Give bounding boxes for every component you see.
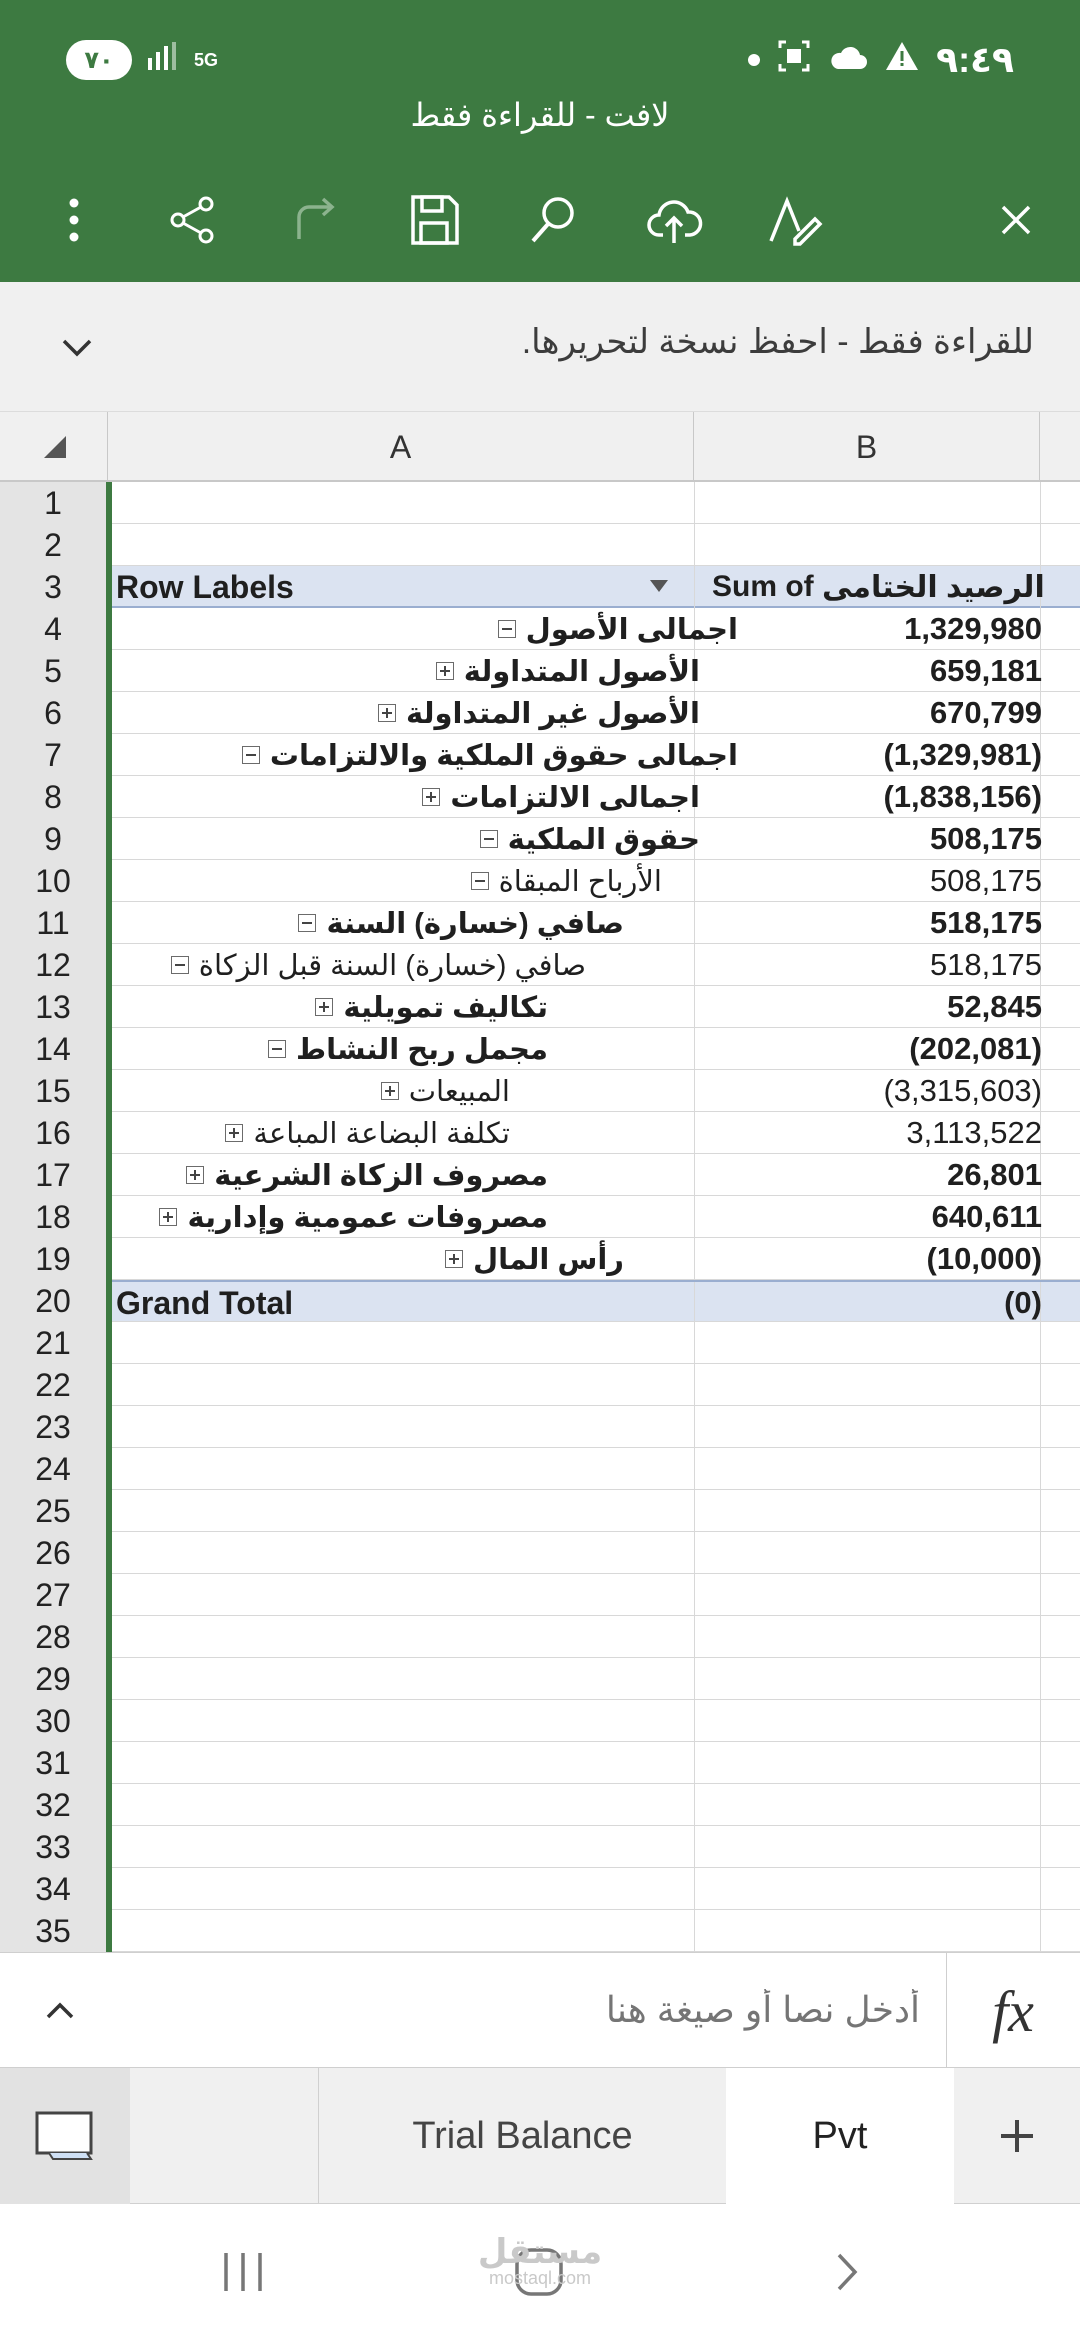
row-header[interactable]: 8 [44, 778, 62, 815]
toolbar [0, 180, 1080, 260]
select-all-icon [44, 436, 66, 458]
pivot-row-text: اجمالى الأصول [525, 613, 738, 646]
document-title: لافت - للقراءة فقط [410, 97, 670, 133]
row-header[interactable]: 4 [44, 610, 62, 647]
pivot-row [112, 902, 1080, 944]
pivot-row-value[interactable]: (10,000) [926, 1241, 1042, 1276]
clock: ٩:٤٩ [936, 39, 1014, 80]
pivot-row-label[interactable] [480, 818, 700, 860]
fx-icon[interactable]: fx [992, 1978, 1034, 2044]
read-only-message: للقراءة فقط - احفظ نسخة لتحريرها. [521, 323, 1034, 361]
grid-line [694, 860, 695, 902]
grand-total-value[interactable]: (0) [1004, 1285, 1042, 1320]
empty-row[interactable] [112, 524, 1080, 566]
row-header[interactable]: 15 [35, 1072, 71, 1109]
row-header[interactable]: 20 [35, 1282, 71, 1319]
pivot-row-value[interactable]: 518,175 [929, 905, 1042, 940]
grid-line [694, 482, 695, 524]
grid-line [694, 1532, 695, 1574]
row-header[interactable]: 9 [44, 820, 62, 857]
cloud-upload-icon[interactable] [634, 180, 714, 260]
pivot-row [112, 860, 1080, 902]
pivot-row-value[interactable]: 659,181 [929, 653, 1042, 688]
pivot-row-label[interactable] [268, 1028, 548, 1070]
row-header[interactable]: 2 [44, 526, 62, 563]
grid-line [694, 1826, 695, 1868]
pivot-row-value[interactable]: 670,799 [929, 695, 1042, 730]
pivot-row-text: حقوق الملكية [507, 823, 700, 856]
row-header[interactable]: 5 [44, 652, 62, 689]
grid-line [694, 1448, 695, 1490]
pivot-row [112, 1154, 1080, 1196]
grid-line [694, 902, 695, 944]
grid-line [1040, 1322, 1041, 1364]
grid-line [694, 566, 695, 608]
grid-line [694, 1910, 695, 1952]
empty-row[interactable] [112, 1490, 1080, 1532]
grid-line [694, 1406, 695, 1448]
close-icon[interactable] [976, 180, 1056, 260]
expand-icon[interactable] [378, 704, 396, 722]
empty-row[interactable] [112, 1658, 1080, 1700]
grid-line [1040, 1490, 1041, 1532]
pivot-row-labels-header[interactable]: Row Labels [116, 568, 294, 605]
pivot-row [112, 818, 1080, 860]
collapse-icon[interactable] [171, 956, 189, 974]
battery-indicator: ٧٠ [66, 40, 132, 80]
collapse-icon[interactable] [268, 1040, 286, 1058]
empty-row[interactable] [112, 1448, 1080, 1490]
pivot-row-value[interactable]: (3,315,603) [883, 1073, 1042, 1108]
plus-icon [995, 2114, 1039, 2158]
back-button[interactable] [812, 2242, 882, 2302]
row-header[interactable]: 6 [44, 694, 62, 731]
empty-row[interactable] [112, 482, 1080, 524]
pivot-row-text: صافي (خسارة) السنة قبل الزكاة [198, 949, 586, 982]
pivot-row-text: تكاليف تمويلية [343, 991, 548, 1024]
pivot-row-value[interactable]: (1,838,156) [883, 779, 1042, 814]
watermark-sub: mostaql.com [488, 2268, 592, 2288]
expand-icon[interactable] [422, 788, 440, 806]
expand-icon[interactable] [445, 1250, 463, 1268]
expand-icon[interactable] [186, 1166, 204, 1184]
row-header[interactable]: 33 [35, 1828, 71, 1865]
grid-line [1040, 1406, 1041, 1448]
row-header[interactable]: 7 [44, 736, 62, 773]
pivot-row-label[interactable] [381, 1070, 510, 1112]
row-header[interactable]: 24 [35, 1450, 71, 1487]
pivot-row-value[interactable]: 26,801 [947, 1157, 1042, 1192]
signal-icon [146, 42, 180, 79]
grid-line [694, 986, 695, 1028]
pivot-row-label[interactable] [422, 776, 700, 818]
sheet-tab-bar [0, 2068, 1080, 2204]
row-header[interactable]: 13 [35, 988, 71, 1025]
empty-row[interactable] [112, 1742, 1080, 1784]
expand-icon[interactable] [381, 1082, 399, 1100]
grid-line [1040, 1910, 1041, 1952]
cell-area[interactable] [112, 482, 1080, 1952]
warning-icon [884, 40, 920, 80]
grid-line [694, 1700, 695, 1742]
pivot-row [112, 1196, 1080, 1238]
pivot-row-text: تكلفة البضاعة المباعة [253, 1117, 510, 1150]
empty-row[interactable] [112, 1826, 1080, 1868]
redo-icon[interactable] [274, 180, 354, 260]
row-headers [0, 482, 106, 1952]
pivot-row-label[interactable] [436, 650, 700, 692]
chevron-right-icon [827, 2247, 867, 2297]
row-header[interactable]: 25 [35, 1492, 71, 1529]
empty-row[interactable] [112, 1322, 1080, 1364]
collapse-icon[interactable] [298, 914, 316, 932]
sheets-overview-button[interactable] [0, 2068, 130, 2204]
grid-line [1040, 1742, 1041, 1784]
row-header[interactable]: 34 [35, 1870, 71, 1907]
pivot-row-label[interactable] [298, 902, 624, 944]
row-header[interactable]: 35 [35, 1912, 71, 1949]
row-header[interactable]: 3 [44, 568, 62, 605]
grid-line [1040, 524, 1041, 566]
column-headers [0, 412, 1080, 482]
grid-line [694, 1490, 695, 1532]
system-nav-bar [0, 2204, 1080, 2340]
expand-icon[interactable] [315, 998, 333, 1016]
pivot-row-text: مصروف الزكاة الشرعية [214, 1159, 548, 1192]
row-header[interactable]: 10 [35, 862, 71, 899]
grid-line [1040, 1616, 1041, 1658]
empty-row[interactable] [112, 1574, 1080, 1616]
row-header[interactable]: 19 [35, 1240, 71, 1277]
pivot-row-text: صافي (خسارة) السنة [326, 907, 624, 940]
pivot-row-value[interactable]: 3,113,522 [906, 1115, 1042, 1150]
pivot-row-text: الأصول غير المتداولة [405, 697, 700, 730]
pivot-row-label[interactable] [186, 1154, 548, 1196]
watermark-text: مستقل [477, 2233, 603, 2271]
collapse-icon[interactable] [242, 746, 260, 764]
watermark [470, 2232, 610, 2289]
formula-input[interactable] [100, 1975, 920, 2045]
pivot-row [112, 734, 1080, 776]
table-row [112, 566, 1080, 608]
pivot-row-text: مجمل ربح النشاط [296, 1033, 548, 1066]
pivot-row-label[interactable] [159, 1196, 548, 1238]
recent-apps-icon [218, 2249, 268, 2295]
pivot-row-text: اجمالى حقوق الملكية والالتزامات [269, 739, 738, 772]
empty-row[interactable] [112, 1784, 1080, 1826]
pivot-row [112, 1028, 1080, 1070]
expand-icon[interactable] [436, 662, 454, 680]
row-header[interactable]: 30 [35, 1702, 71, 1739]
tab-pvt[interactable]: Pvt [726, 2068, 954, 2204]
pivot-row-label[interactable] [242, 734, 738, 776]
chevron-down-icon[interactable] [52, 322, 102, 372]
pivot-row [112, 776, 1080, 818]
row-header[interactable]: 23 [35, 1408, 71, 1445]
grid-line [694, 1616, 695, 1658]
select-all-corner[interactable] [0, 412, 108, 482]
grid-line [694, 1742, 695, 1784]
pivot-row-label[interactable] [171, 944, 586, 986]
grid-line [694, 1112, 695, 1154]
cloud-icon [828, 42, 868, 79]
row-header[interactable]: 32 [35, 1786, 71, 1823]
recent-apps-button[interactable] [208, 2242, 278, 2302]
pivot-row-value[interactable]: 518,175 [929, 947, 1042, 982]
status-bar [0, 30, 1080, 86]
pivot-row-value[interactable]: 508,175 [929, 863, 1042, 898]
grand-total-label[interactable]: Grand Total [116, 1284, 294, 1321]
expand-icon[interactable] [225, 1124, 243, 1142]
row-header[interactable]: 18 [35, 1198, 71, 1235]
expand-icon[interactable] [159, 1208, 177, 1226]
spreadsheet-grid[interactable] [0, 412, 1080, 1952]
grid-line [694, 1364, 695, 1406]
pivot-row-value[interactable]: 640,611 [931, 1199, 1042, 1234]
grid-line [694, 1154, 695, 1196]
save-icon[interactable] [394, 180, 474, 260]
pivot-row-label[interactable] [315, 986, 548, 1028]
pivot-value-header [712, 566, 1045, 608]
pivot-row-label[interactable] [378, 692, 700, 734]
row-header[interactable]: 22 [35, 1366, 71, 1403]
pivot-row [112, 650, 1080, 692]
grid-line [694, 1028, 695, 1070]
screenshot-icon [776, 38, 812, 82]
grid-line [1040, 1784, 1041, 1826]
read-only-banner [0, 282, 1080, 412]
grid-line [1040, 1826, 1041, 1868]
notification-dot-icon [748, 54, 760, 66]
empty-row[interactable] [112, 1406, 1080, 1448]
grid-line [694, 1238, 695, 1280]
pivot-row-label[interactable] [225, 1112, 510, 1154]
collapse-icon[interactable] [471, 872, 489, 890]
grid-line [694, 1282, 695, 1324]
pivot-row [112, 944, 1080, 986]
tab-trial-balance[interactable]: Trial Balance [318, 2068, 726, 2204]
pivot-row [112, 1070, 1080, 1112]
grid-line [1040, 1364, 1041, 1406]
row-header[interactable]: 1 [44, 484, 62, 521]
row-header[interactable]: 31 [35, 1744, 71, 1781]
pivot-row-value[interactable]: (202,081) [909, 1031, 1042, 1066]
pivot-row [112, 986, 1080, 1028]
empty-row[interactable] [112, 1616, 1080, 1658]
chevron-up-icon[interactable] [34, 1985, 86, 2037]
grid-line [1040, 1868, 1041, 1910]
grid-line [694, 1070, 695, 1112]
pivot-row-text: الأرباح المبقاة [498, 865, 662, 898]
row-header[interactable]: 17 [35, 1156, 71, 1193]
pivot-row-text: المبيعات [408, 1075, 510, 1108]
grid-line [694, 1784, 695, 1826]
grid-line [1040, 482, 1041, 524]
more-icon[interactable] [34, 180, 114, 260]
value-field-name: الرصيد الختامى [822, 570, 1045, 604]
pivot-row-label[interactable] [471, 860, 662, 902]
pivot-row-value[interactable]: 508,175 [929, 821, 1042, 856]
empty-row[interactable] [112, 1910, 1080, 1952]
table-row [112, 1280, 1080, 1322]
grid-line [694, 1196, 695, 1238]
grid-line [694, 1868, 695, 1910]
row-header[interactable]: 21 [35, 1324, 71, 1361]
column-header-a[interactable]: A [108, 412, 694, 482]
pivot-row-text: مصروفات عمومية وإدارية [187, 1201, 548, 1234]
pivot-row-value[interactable]: 52,845 [947, 989, 1042, 1024]
sheets-icon [33, 2109, 97, 2163]
grid-line [694, 1658, 695, 1700]
pivot-row-text: الأصول المتداولة [463, 655, 700, 688]
row-header[interactable]: 27 [35, 1576, 71, 1613]
empty-row[interactable] [112, 1364, 1080, 1406]
pivot-row-value[interactable]: 1,329,980 [904, 611, 1042, 646]
grid-line [694, 944, 695, 986]
row-header[interactable]: 29 [35, 1660, 71, 1697]
grid-line [694, 524, 695, 566]
formula-bar [0, 1952, 1080, 2068]
share-icon[interactable] [153, 180, 233, 260]
add-sheet-button[interactable] [954, 2068, 1080, 2204]
pivot-row [112, 1112, 1080, 1154]
pivot-row [112, 692, 1080, 734]
empty-row[interactable] [112, 1532, 1080, 1574]
network-type-label: 5G [194, 50, 219, 70]
row-header[interactable]: 28 [35, 1618, 71, 1655]
row-header[interactable]: 12 [35, 946, 71, 983]
pivot-row-label[interactable] [445, 1238, 624, 1280]
pivot-row [112, 608, 1080, 650]
row-header[interactable]: 14 [35, 1030, 71, 1067]
grid-line [694, 1574, 695, 1616]
pivot-row-text: اجمالى الالتزامات [450, 781, 700, 814]
search-icon[interactable] [514, 180, 594, 260]
row-header[interactable]: 26 [35, 1534, 71, 1571]
empty-row[interactable] [112, 1868, 1080, 1910]
grid-line [1040, 1574, 1041, 1616]
grid-line [1040, 1448, 1041, 1490]
grid-line [1040, 1700, 1041, 1742]
collapse-icon[interactable] [498, 620, 516, 638]
app-header [0, 0, 1080, 282]
empty-row[interactable] [112, 1700, 1080, 1742]
grid-line [694, 1322, 695, 1364]
pivot-row-label[interactable] [498, 608, 738, 650]
grid-line [1040, 1658, 1041, 1700]
sum-of-label: Sum of [712, 570, 814, 603]
collapse-icon[interactable] [480, 830, 498, 848]
pivot-row-value[interactable]: (1,329,981) [883, 737, 1042, 772]
grid-line [1040, 1532, 1041, 1574]
filter-dropdown-icon[interactable] [650, 580, 668, 592]
edit-icon[interactable] [754, 180, 834, 260]
pivot-row-text: رأس المال [472, 1243, 624, 1276]
row-header[interactable]: 16 [35, 1114, 71, 1151]
pivot-row [112, 1238, 1080, 1280]
row-header[interactable]: 11 [36, 904, 70, 941]
column-header-b[interactable]: B [694, 412, 1040, 482]
